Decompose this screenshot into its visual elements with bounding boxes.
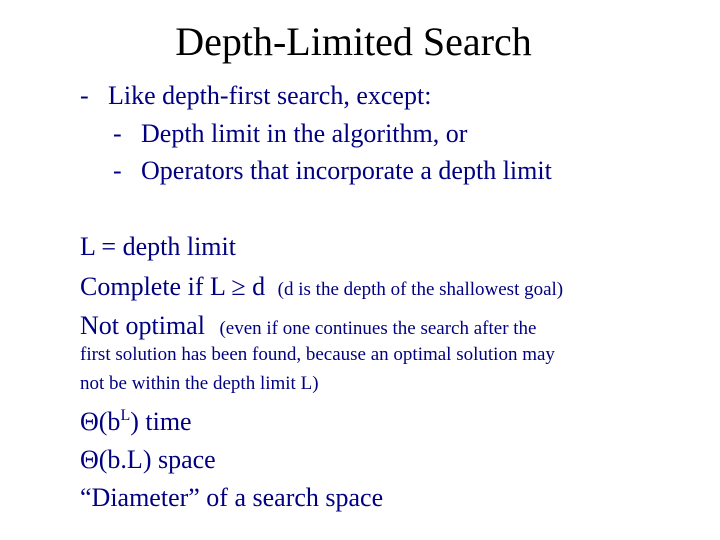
slide-title: Depth-Limited Search	[175, 19, 532, 64]
optimality-note-2: first solution has been found, because an optimal solution may	[80, 344, 555, 365]
time-exponent: L	[120, 407, 131, 424]
time-complexity	[80, 406, 192, 438]
sub-bullet-1	[113, 118, 467, 150]
time-suffix: ) time	[130, 407, 192, 436]
completeness-line	[80, 271, 563, 306]
optimality-line	[80, 310, 536, 345]
time-prefix: Θ(b	[80, 407, 121, 436]
bullet-main	[80, 80, 431, 112]
space-complexity: Θ(b.L) space	[80, 445, 216, 474]
bullet-main-text: Like depth-first search, except:	[108, 81, 432, 110]
completeness-note: (d is the depth of the shallowest goal)	[277, 279, 564, 300]
sub-bullet-2	[113, 155, 552, 187]
optimality-note-3: not be within the depth limit L)	[80, 373, 319, 394]
bullet-dash: -	[80, 81, 89, 110]
completeness-text: Complete if L ≥ d	[80, 272, 266, 301]
bullet-dash: -	[113, 119, 122, 148]
optimality-text: Not optimal	[80, 311, 205, 340]
depth-limit-definition: L = depth limit	[80, 232, 236, 261]
diameter-line: “Diameter” of a search space	[80, 483, 384, 512]
sub-bullet-1-text: Depth limit in the algorithm, or	[141, 119, 468, 148]
sub-bullet-2-text: Operators that incorporate a depth limit	[141, 156, 552, 185]
bullet-dash: -	[113, 156, 122, 185]
optimality-note-1: (even if one continues the search after the	[219, 318, 537, 339]
